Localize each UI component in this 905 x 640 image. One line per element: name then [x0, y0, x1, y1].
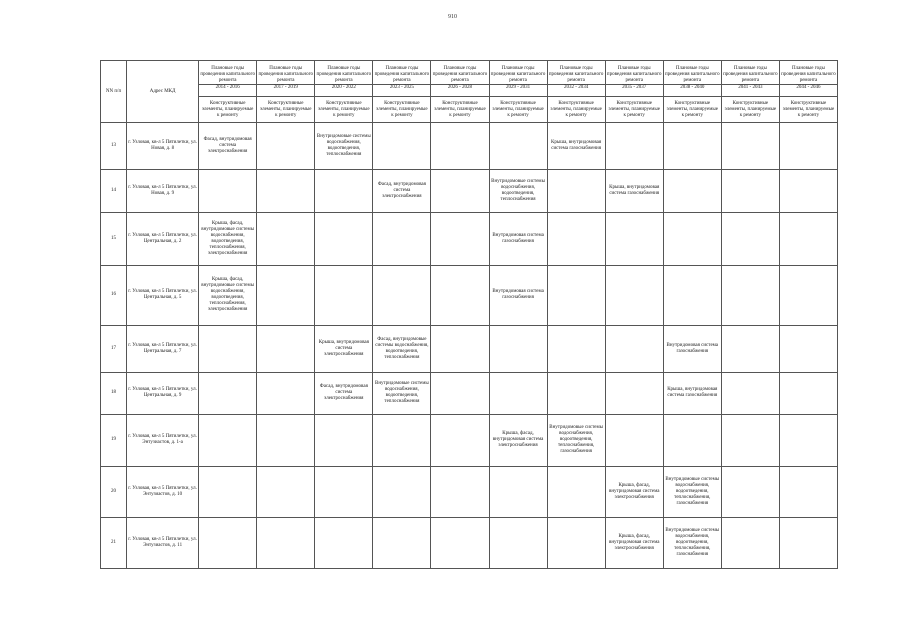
- repair-elements-cell: Внутридомовые системы водоснабжения, водоотведения, теплоснабжения: [373, 372, 431, 415]
- period-years: 2044 - 2046: [780, 84, 837, 91]
- building-address: г. Узловая, кв-л 5 Пятилетки, ул. Новая, д. 8: [127, 123, 199, 170]
- repair-elements-cell: [431, 415, 489, 466]
- repair-elements-cell: [373, 415, 431, 466]
- period-years: 2014 - 2016: [199, 84, 256, 91]
- repair-elements-cell: [779, 415, 837, 466]
- repair-elements-cell: [779, 466, 837, 517]
- repair-elements-cell: [257, 517, 315, 568]
- repair-elements-cell: [199, 325, 257, 372]
- repair-elements-cell: [547, 265, 605, 325]
- repair-elements-cell: Внутридомовая система газоснабжения: [663, 325, 721, 372]
- table-row: [101, 325, 838, 372]
- table-row: [101, 265, 838, 325]
- repair-elements-cell: [605, 415, 663, 466]
- period-column-header: [199, 61, 257, 97]
- repair-elements-cell: [547, 169, 605, 212]
- row-number: 13: [101, 123, 127, 170]
- header-row-elements: [101, 97, 838, 123]
- period-years: 2029 - 2031: [490, 84, 547, 91]
- repair-elements-cell: [373, 517, 431, 568]
- repair-elements-cell: [431, 372, 489, 415]
- num-column-header: NN п/п: [101, 61, 127, 123]
- period-column-header: [257, 61, 315, 97]
- repair-elements-cell: [721, 415, 779, 466]
- repair-elements-cell: [605, 325, 663, 372]
- repair-elements-cell: [547, 466, 605, 517]
- repair-elements-cell: [257, 212, 315, 265]
- repair-elements-cell: [663, 415, 721, 466]
- repair-elements-cell: [721, 517, 779, 568]
- repair-elements-cell: [199, 517, 257, 568]
- repair-elements-cell: Крыша, фасад, внутридомовая система электроснабжения: [489, 415, 547, 466]
- elements-column-header: Конструктивные элементы, планируемые к ремонту: [199, 97, 257, 123]
- elements-column-header: Конструктивные элементы, планируемые к ремонту: [431, 97, 489, 123]
- period-column-header: [373, 61, 431, 97]
- period-label: Плановые годы проведения капитального ремонта: [432, 66, 488, 83]
- period-column-header: [315, 61, 373, 97]
- repair-elements-cell: [257, 265, 315, 325]
- elements-column-header: Конструктивные элементы, планируемые к ремонту: [663, 97, 721, 123]
- repair-elements-cell: [431, 169, 489, 212]
- building-address: г. Узловая, кв-л 5 Пятилетки, ул. Центральная, д. 9: [127, 372, 199, 415]
- table-row: [101, 212, 838, 265]
- row-number: 16: [101, 265, 127, 325]
- row-number: 20: [101, 466, 127, 517]
- period-label: Плановые годы проведения капитального ремонта: [723, 66, 778, 83]
- repair-elements-cell: [431, 265, 489, 325]
- repair-elements-cell: [315, 169, 373, 212]
- period-years: 2017 - 2019: [257, 84, 314, 91]
- elements-column-header: Конструктивные элементы, планируемые к ремонту: [605, 97, 663, 123]
- repair-elements-cell: [489, 325, 547, 372]
- row-number: 21: [101, 517, 127, 568]
- repair-elements-cell: [257, 123, 315, 170]
- repair-elements-cell: [663, 169, 721, 212]
- repair-elements-cell: [431, 466, 489, 517]
- repair-elements-cell: [779, 517, 837, 568]
- repair-elements-cell: Крыша, фасад, внутридомовая система электроснабжения: [605, 466, 663, 517]
- repair-elements-cell: Крыша, внутридомовая система газоснабжения: [547, 123, 605, 170]
- repair-elements-cell: [605, 212, 663, 265]
- row-number: 18: [101, 372, 127, 415]
- period-label: Плановые годы проведения капитального ремонта: [548, 66, 604, 83]
- repair-elements-cell: [257, 372, 315, 415]
- period-years: 2032 - 2034: [548, 84, 605, 91]
- repair-elements-cell: [605, 265, 663, 325]
- repair-elements-cell: [779, 265, 837, 325]
- table-row: [101, 372, 838, 415]
- period-label: Плановые годы проведения капитального ремонта: [781, 66, 836, 83]
- repair-elements-cell: Фасад, внутридомовая система электроснабжения: [373, 169, 431, 212]
- repair-elements-cell: [547, 325, 605, 372]
- repair-elements-cell: [721, 372, 779, 415]
- period-column-header: [489, 61, 547, 97]
- table-row: [101, 466, 838, 517]
- repair-elements-cell: Внутридомовые системы водоснабжения, водоотведения, теплоснабжения, газоснабжения: [663, 466, 721, 517]
- repair-elements-cell: [721, 325, 779, 372]
- period-years: 2026 - 2028: [431, 84, 488, 91]
- page-number: 910: [448, 14, 457, 20]
- period-label: Плановые годы проведения капитального ремонта: [316, 66, 372, 83]
- repair-elements-cell: [547, 517, 605, 568]
- period-label: Плановые годы проведения капитального ремонта: [606, 66, 662, 83]
- repair-elements-cell: [489, 372, 547, 415]
- period-label: Плановые годы проведения капитального ремонта: [665, 66, 720, 83]
- table-row: [101, 123, 838, 170]
- repair-elements-cell: Крыша, внутридомовая система газоснабжения: [605, 169, 663, 212]
- repair-elements-cell: [373, 212, 431, 265]
- repair-elements-cell: Крыша, внутридомовая система газоснабжения: [663, 372, 721, 415]
- repair-elements-cell: [721, 265, 779, 325]
- period-label: Плановые годы проведения капитального ремонта: [490, 66, 546, 83]
- period-column-header: [779, 61, 837, 97]
- repair-elements-cell: [257, 325, 315, 372]
- repair-elements-cell: Внутридомовые системы водоснабжения, водоотведения, теплоснабжения, газоснабжения: [547, 415, 605, 466]
- repair-elements-cell: Внутридомовая система газоснабжения: [489, 265, 547, 325]
- table-row: [101, 415, 838, 466]
- building-address: г. Узловая, кв-л 5 Пятилетки, ул. Центральная, д. 7: [127, 325, 199, 372]
- repair-elements-cell: [779, 325, 837, 372]
- row-number: 14: [101, 169, 127, 212]
- repair-elements-cell: [199, 372, 257, 415]
- repair-elements-cell: Крыша, внутридомовая система электроснабжения: [315, 325, 373, 372]
- repair-elements-cell: [489, 517, 547, 568]
- repair-elements-cell: [315, 466, 373, 517]
- row-number: 15: [101, 212, 127, 265]
- repair-elements-cell: Внутридомовая система газоснабжения: [489, 212, 547, 265]
- repair-elements-cell: Внутридомовые системы водоснабжения, водоотведения, теплоснабжения: [315, 123, 373, 170]
- repair-elements-cell: [779, 169, 837, 212]
- repair-elements-cell: [431, 123, 489, 170]
- repair-elements-cell: [721, 123, 779, 170]
- period-column-header: [547, 61, 605, 97]
- repair-elements-cell: [373, 265, 431, 325]
- elements-column-header: Конструктивные элементы, планируемые к ремонту: [315, 97, 373, 123]
- repair-elements-cell: [373, 466, 431, 517]
- repair-elements-cell: [721, 466, 779, 517]
- repair-elements-cell: Фасад, внутридомовые системы водоснабжения, водоотведения, теплоснабжения: [373, 325, 431, 372]
- period-label: Плановые годы проведения капитального ремонта: [200, 66, 255, 83]
- repair-elements-cell: [315, 212, 373, 265]
- repair-elements-cell: Фасад, внутридомовая система электроснабжения: [315, 372, 373, 415]
- repair-elements-cell: [431, 517, 489, 568]
- repair-elements-cell: [721, 169, 779, 212]
- repair-elements-cell: [257, 415, 315, 466]
- header-row-periods: [101, 61, 838, 97]
- repair-elements-cell: Внутридомовые системы водоснабжения, водоотведения, теплоснабжения, газоснабжения: [663, 517, 721, 568]
- row-number: 19: [101, 415, 127, 466]
- repair-elements-cell: [663, 123, 721, 170]
- repair-elements-cell: [489, 466, 547, 517]
- repair-elements-cell: [257, 466, 315, 517]
- period-column-header: [431, 61, 489, 97]
- building-address: г. Узловая, кв-л 5 Пятилетки, ул. Энтузиастов, д. 1-а: [127, 415, 199, 466]
- period-years: 2038 - 2040: [664, 84, 721, 91]
- elements-column-header: Конструктивные элементы, планируемые к ремонту: [779, 97, 837, 123]
- repair-elements-cell: [315, 517, 373, 568]
- repair-elements-cell: [199, 415, 257, 466]
- row-number: 17: [101, 325, 127, 372]
- period-years: 2041 - 2043: [722, 84, 779, 91]
- table-row: [101, 517, 838, 568]
- repair-elements-cell: [779, 123, 837, 170]
- repair-elements-cell: [605, 372, 663, 415]
- building-address: г. Узловая, кв-л 5 Пятилетки, ул. Центральная, д. 2: [127, 212, 199, 265]
- elements-column-header: Конструктивные элементы, планируемые к ремонту: [547, 97, 605, 123]
- table-row: [101, 169, 838, 212]
- period-column-header: [663, 61, 721, 97]
- repair-elements-cell: [489, 123, 547, 170]
- period-label: Плановые годы проведения капитального ремонта: [258, 66, 314, 83]
- repair-elements-cell: Крыша, фасад, внутридомовая система электроснабжения: [605, 517, 663, 568]
- repair-elements-cell: Крыша, фасад, внутридомовые системы водоснабжения, водоотведения, теплоснабжения, электроснабжения: [199, 212, 257, 265]
- building-address: г. Узловая, кв-л 5 Пятилетки, ул. Энтузиастов, д. 11: [127, 517, 199, 568]
- repair-elements-cell: [431, 212, 489, 265]
- capital-repair-plan-table: [100, 60, 838, 569]
- repair-elements-cell: Фасад, внутридомовая система электроснабжения: [199, 123, 257, 170]
- repair-elements-cell: [779, 372, 837, 415]
- repair-elements-cell: [721, 212, 779, 265]
- elements-column-header: Конструктивные элементы, планируемые к ремонту: [373, 97, 431, 123]
- building-address: г. Узловая, кв-л 5 Пятилетки, ул. Центральная, д. 5: [127, 265, 199, 325]
- repair-elements-cell: [547, 372, 605, 415]
- period-label: Плановые годы проведения капитального ремонта: [374, 66, 430, 83]
- repair-elements-cell: [431, 325, 489, 372]
- repair-elements-cell: [199, 466, 257, 517]
- elements-column-header: Конструктивные элементы, планируемые к ремонту: [489, 97, 547, 123]
- repair-elements-cell: [373, 123, 431, 170]
- repair-elements-cell: [663, 212, 721, 265]
- period-column-header: [721, 61, 779, 97]
- elements-column-header: Конструктивные элементы, планируемые к ремонту: [721, 97, 779, 123]
- repair-elements-cell: [257, 169, 315, 212]
- repair-elements-cell: [315, 265, 373, 325]
- repair-elements-cell: [605, 123, 663, 170]
- period-column-header: [605, 61, 663, 97]
- repair-elements-cell: [199, 169, 257, 212]
- period-years: 2035 - 2037: [606, 84, 663, 91]
- elements-column-header: Конструктивные элементы, планируемые к ремонту: [257, 97, 315, 123]
- building-address: г. Узловая, кв-л 5 Пятилетки, ул. Новая, д. 9: [127, 169, 199, 212]
- period-years: 2023 - 2025: [373, 84, 430, 91]
- repair-elements-cell: Крыша, фасад, внутридомовые системы водоснабжения, водоотведения, теплоснабжения, электроснабжения: [199, 265, 257, 325]
- repair-elements-cell: [779, 212, 837, 265]
- repair-elements-cell: [547, 212, 605, 265]
- repair-elements-cell: [315, 415, 373, 466]
- building-address: г. Узловая, кв-л 5 Пятилетки, ул. Энтузиастов, д. 10: [127, 466, 199, 517]
- repair-elements-cell: Внутридомовые системы водоснабжения, водоотведения, теплоснабжения: [489, 169, 547, 212]
- address-column-header: Адрес МКД: [127, 61, 199, 123]
- repair-elements-cell: [663, 265, 721, 325]
- period-years: 2020 - 2022: [315, 84, 372, 91]
